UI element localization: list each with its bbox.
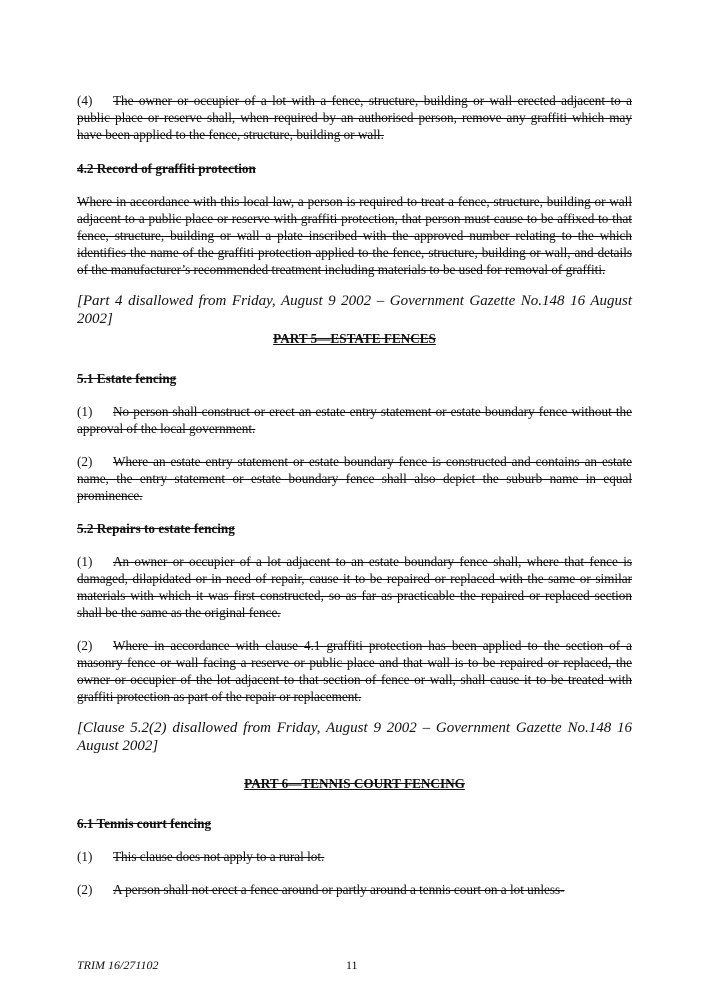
clause-4-1-4 — [77, 92, 632, 143]
section-heading-5-1: 5.1 Estate fencing — [77, 371, 177, 386]
clause-number: (2) — [77, 882, 93, 897]
clause-number: (1) — [77, 554, 93, 569]
section-heading-5-2: 5.2 Repairs to estate fencing — [77, 521, 235, 536]
section-heading-4-2: 4.2 Record of graffiti protection — [77, 161, 256, 176]
clause-6-1-2 — [77, 881, 632, 898]
clause-5-1-2 — [77, 453, 632, 504]
clause-6-1-1 — [77, 848, 632, 865]
clause-text: No person shall construct or erect an estate entry statement or estate boundary fence without the approval of the local government. — [77, 404, 632, 436]
clause-number: (1) — [77, 849, 93, 864]
footer-page-number: 11 — [346, 958, 358, 972]
part-5-heading: PART 5—ESTATE FENCES — [273, 331, 436, 346]
clause-text: An owner or occupier of a lot adjacent to an estate boundary fence shall, where that fence is damaged, dilapidated or in need of repair, cause it to be repaired or replaced with the same or similar materials with which it was first constructed, so as far as practicable the repaired or replaced section shall be the same as the original fence. — [77, 554, 632, 620]
disallowance-note-part-4: [Part 4 disallowed from Friday, August 9 2002 – Government Gazette No.148 16 August 2002] — [77, 293, 632, 327]
clause-5-2-1 — [77, 553, 632, 621]
clause-text: Where in accordance with clause 4.1 graffiti protection has been applied to the section of a masonry fence or wall facing a reserve or public place and that wall is to be repaired or replaced, the owner or occupier of the lot adjacent to that section of fence or wall, shall cause it to be treated with graffiti protection as part of the repair or replacement. — [77, 638, 632, 704]
clause-number: (2) — [77, 638, 93, 653]
clause-5-2-2 — [77, 637, 632, 705]
clause-number: (2) — [77, 454, 93, 469]
clause-5-1-1 — [77, 403, 632, 437]
clause-text: A person shall not erect a fence around or partly around a tennis court on a lot unless- — [113, 882, 565, 897]
disallowance-note-clause-5-2-2: [Clause 5.2(2) disallowed from Friday, August 9 2002 – Government Gazette No.148 16 August 2002] — [77, 720, 632, 754]
footer-document-reference: TRIM 16/271102 — [77, 958, 159, 972]
clause-text: The owner or occupier of a lot with a fence, structure, building or wall erected adjacent to a public place or reserve shall, when required by an authorised person, remove any graffiti which may have been applied to the fence, structure, building or wall. — [77, 93, 632, 142]
clause-4-2-text: Where in accordance with this local law, a person is required to treat a fence, structure, building or wall adjacent to a public place or reserve with graffiti protection, that person must cause to be affixed to that fence, structure, building or wall a plate inscribed with the approved number relating to the which identifies the name of the graffiti protection applied to the fence, structure, building or wall, and details of the manufacturer’s recommended treatment including materials to be used for removal of graffiti. — [77, 194, 632, 277]
section-heading-6-1: 6.1 Tennis court fencing — [77, 816, 212, 831]
clause-text: This clause does not apply to a rural lot. — [113, 849, 325, 864]
clause-text: Where an estate entry statement or estate boundary fence is constructed and contains an estate name, the entry statement or estate boundary fence shall also depict the suburb name in equal prominence. — [77, 454, 632, 503]
document-body — [77, 92, 632, 914]
part-6-heading: PART 6—TENNIS COURT FENCING — [244, 776, 465, 791]
clause-number: (1) — [77, 404, 93, 419]
clause-number: (4) — [77, 93, 93, 108]
